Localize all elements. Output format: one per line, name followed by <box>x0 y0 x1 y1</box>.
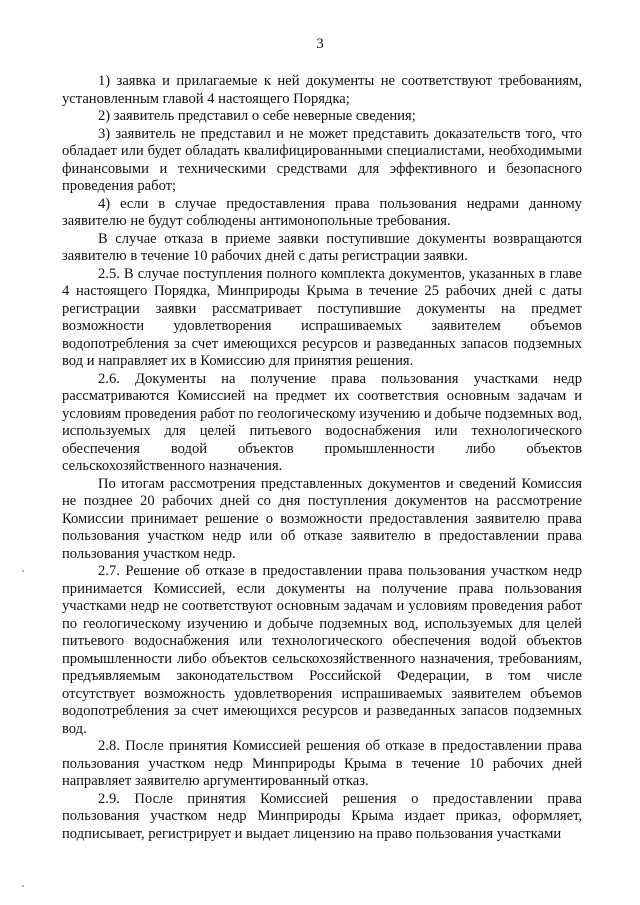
paragraph-2-7: 2.7. Решение об отказе в предоставлении права пользования участком недр принимается Комиссией, если документы на получение права пользования участками недр не соответствуют основным задачам и условиям проведения работ по геологическому изучению и добыче подземных вод, используемых для целей питьевого водоснабжения или технологического обеспечения водой объектов промышленности либо объектов сельскохозяйственного назначения, требованиям, предъявляемым законодательством Российской Федерации, в том числе отсутствует возможность удовлетворения испрашиваемых заявителем объемов водопотребления за счет имеющихся ресурсов и разведанных запасов подземных вод. <box>62 563 582 737</box>
paragraph-commission-decision: По итогам рассмотрения представленных документов и сведений Комиссия не позднее 20 рабочих дней со дня поступления документов на рассмотрение Комиссии принимает решение о возможности предоставления заявителю права пользования участком недр или об отказе заявителю в предоставлении права пользования участком недр. <box>62 475 582 562</box>
paragraph-2-8: 2.8. После принятия Комиссией решения об отказе в предоставлении права пользования участком недр Минприроды Крыма в течение 10 рабочих дней направляет заявителю аргументированный отказ. <box>62 738 582 789</box>
paragraph-item-3: 3) заявитель не представил и не может представить доказательств того, что обладает или будет обладать квалифицированными специалистами, необходимыми финансовыми и техническими средствами для эффективного и безопасного проведения работ; <box>62 125 582 194</box>
paragraph-2-5: 2.5. В случае поступления полного комплекта документов, указанных в главе 4 настоящего Порядка, Минприроды Крыма в течение 25 рабочих дней с даты регистрации заявки рассматривает поступившие документы на предмет возможности удовлетворения испрашиваемых заявителем объемов водопотребления за счет имеющихся ресурсов и разведанных запасов подземных вод и направляет их в Комиссию для принятия решения. <box>62 265 582 369</box>
document-body <box>62 73 582 843</box>
scan-speck-mark <box>22 570 24 572</box>
paragraph-item-2: 2) заявитель представил о себе неверные сведения; <box>98 108 416 124</box>
scan-speck-mark <box>22 885 24 887</box>
paragraph-2-9: 2.9. После принятия Комиссией решения о предоставлении права пользования участком недр Минприроды Крыма издает приказ, оформляет, подписывает, регистрирует и выдает лицензию на право пользования участками <box>62 790 582 842</box>
paragraph-item-1: 1) заявка и прилагаемые к ней документы не соответствуют требованиям, установленным главой 4 настоящего Порядка; <box>62 73 582 107</box>
paragraph-refusal-return: В случае отказа в приеме заявки поступившие документы возвращаются заявителю в течение 10 рабочих дней с даты регистрации заявки. <box>62 230 582 264</box>
paragraph-item-4: 4) если в случае предоставления права пользования недрами данному заявителю не будут соблюдены антимонопольные требования. <box>62 195 582 229</box>
paragraph-2-6: 2.6. Документы на получение права пользования участками недр рассматриваются Комиссией на предмет их соответствия основным задачам и условиям проведения работ по геологическому изучению и добыче подземных вод, используемых для целей питьевого водоснабжения или технологического обеспечения водой объектов промышленности либо объектов сельскохозяйственного назначения. <box>62 370 582 474</box>
page-number: 3 <box>316 36 324 52</box>
